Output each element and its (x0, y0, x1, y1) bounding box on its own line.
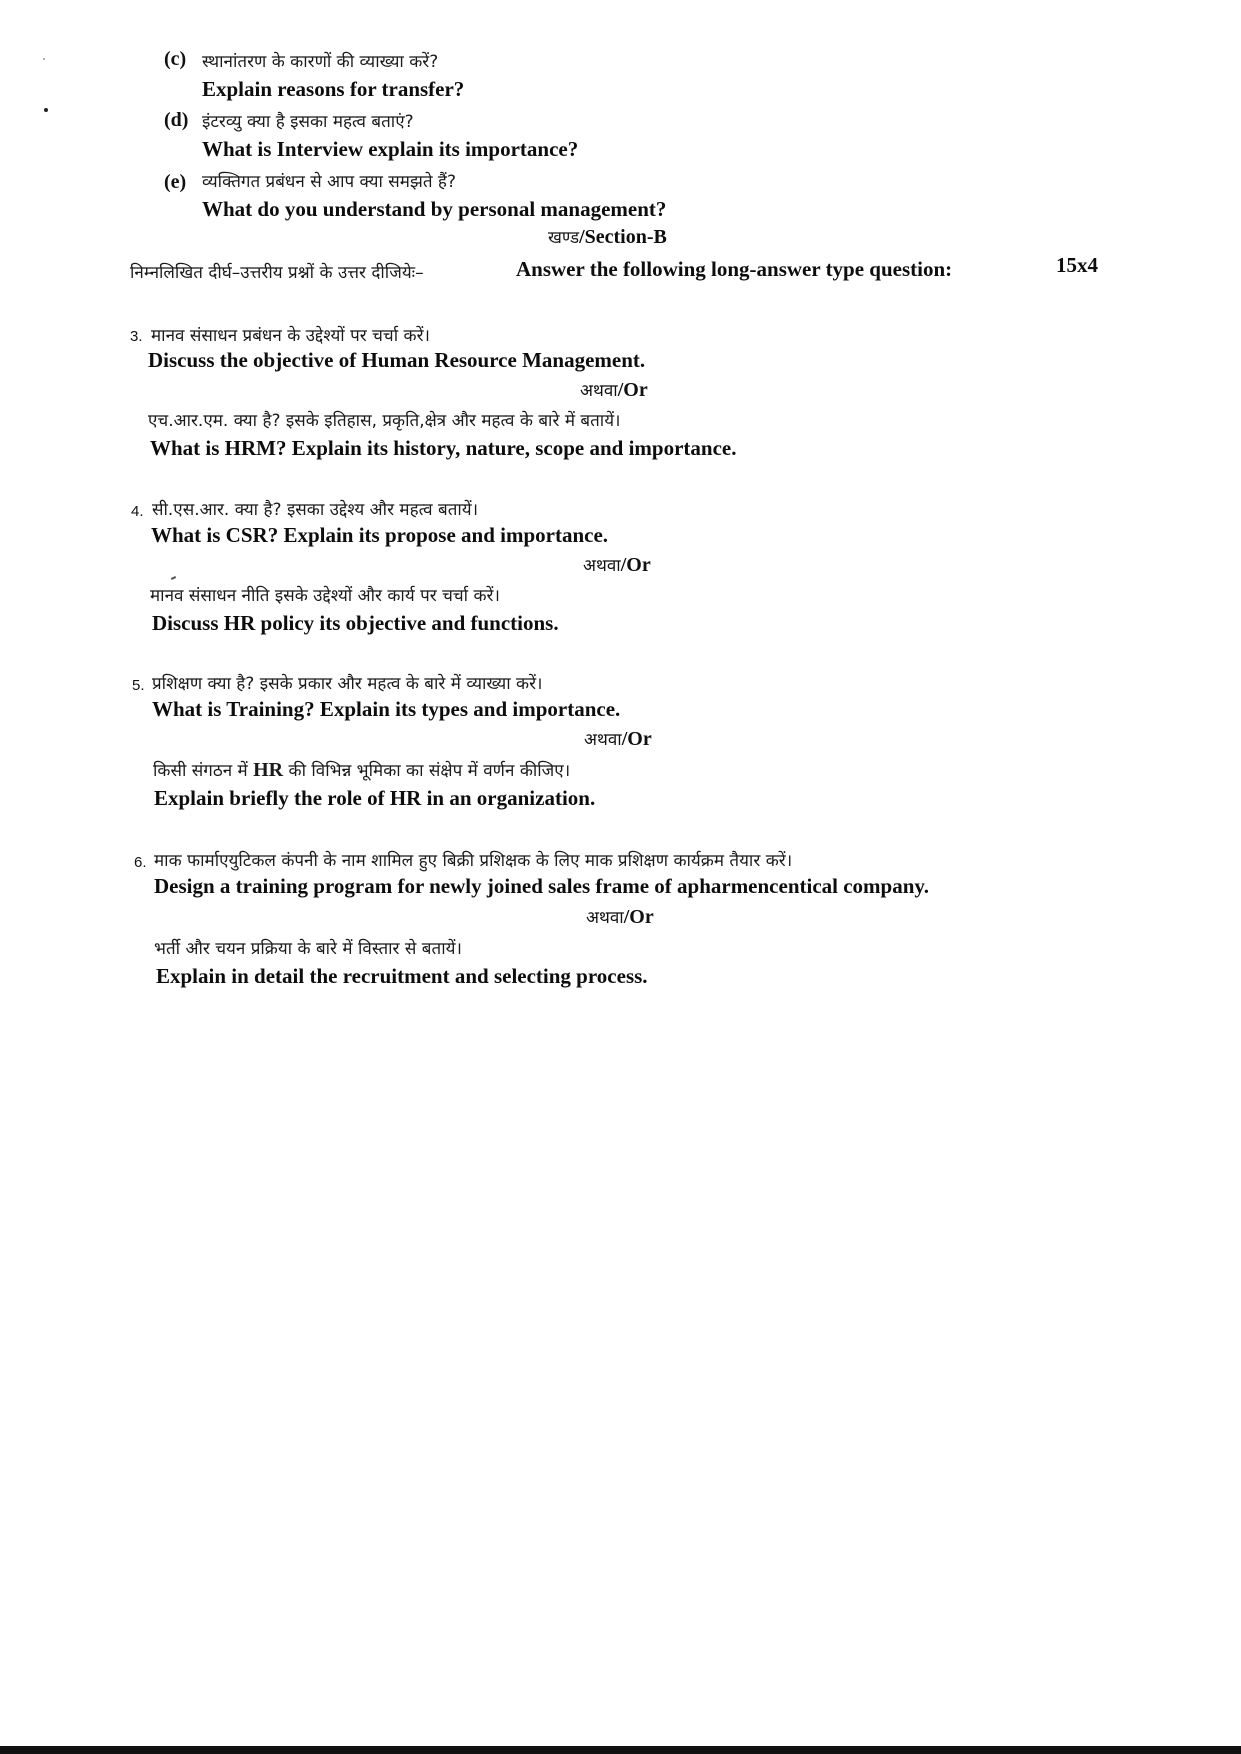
question-number: 6. (134, 854, 147, 871)
or-english: /Or (617, 379, 648, 401)
or-divider (583, 553, 651, 577)
question-hindi: प्रशिक्षण क्या है? इसके प्रकार और महत्व के बारे में व्याख्या करें। (152, 674, 543, 694)
alt-hindi-hr: HR (253, 759, 284, 781)
alt-question-hindi: एच.आर.एम. क्या है? इसके इतिहास, प्रकृति,क्षेत्र और महत्व के बारे में बतायें। (148, 411, 621, 431)
scan-speck (43, 58, 45, 60)
item-label: (c) (164, 48, 187, 70)
or-hindi: अथवा (584, 730, 622, 750)
question-hindi: स्थानांतरण के कारणों की व्याख्या करें? (202, 52, 439, 72)
question-english: What is Training? Explain its types and importance. (152, 697, 621, 721)
question-hindi: व्यक्तिगत प्रबंधन से आप क्या समझते हैं? (202, 172, 456, 192)
alt-question-hindi: मानव संसाधन नीति इसके उद्देश्यों और कार्य पर चर्चा करें। (150, 586, 500, 606)
question-hindi: मानव संसाधन प्रबंधन के उद्देश्यों पर चर्चा करें। (151, 326, 430, 346)
alt-question-english: What is HRM? Explain its history, nature, scope and importance. (150, 436, 737, 460)
question-english: Discuss the objective of Human Resource Management. (148, 348, 646, 372)
or-hindi: अथवा (580, 381, 618, 401)
question-number: 3. (130, 328, 143, 345)
marks: 15x4 (1056, 253, 1098, 277)
scan-speck (44, 108, 48, 112)
question-english: Design a training program for newly joined sales frame of apharmencentical company. (154, 874, 930, 898)
question-number: 4. (131, 503, 144, 520)
question-number: 5. (132, 677, 145, 694)
alt-question-hindi (153, 758, 570, 782)
scan-border (0, 1746, 1241, 1754)
section-heading-hindi: खण्ड (548, 228, 580, 248)
question-hindi: माक फार्माएयुटिकल कंपनी के नाम शामिल हुए बिक्री प्रशिक्षक के लिए माक प्रशिक्षण कार्यक्रम तैयार करें। (154, 851, 793, 871)
question-english: What do you understand by personal management? (202, 197, 667, 221)
alt-question-english: Explain briefly the role of HR in an organization. (154, 786, 596, 810)
item-label: (d) (164, 109, 189, 131)
or-english: /Or (621, 728, 652, 750)
or-divider (580, 378, 648, 402)
question-hindi: सी.एस.आर. क्या है? इसका उद्देश्य और महत्व बतायें। (152, 500, 479, 520)
instruction-hindi: निम्नलिखित दीर्घ–उत्तरीय प्रश्नों के उत्तर दीजियेः– (130, 263, 424, 283)
alt-question-english: Discuss HR policy its objective and functions. (152, 611, 559, 635)
or-hindi: अथवा (583, 556, 621, 576)
question-english: Explain reasons for transfer? (202, 77, 465, 101)
or-divider (586, 905, 654, 929)
or-english: /Or (620, 554, 651, 576)
alt-hindi-post: की विभिन्न भूमिका का संक्षेप में वर्णन कीजिए। (283, 761, 571, 781)
or-english: /Or (623, 906, 654, 928)
or-divider (584, 727, 652, 751)
question-english: What is CSR? Explain its propose and importance. (151, 523, 609, 547)
question-hindi: इंटरव्यु क्या है इसका महत्व बताएं? (202, 112, 414, 132)
instruction-english: Answer the following long-answer type question: (516, 257, 953, 281)
alt-question-english: Explain in detail the recruitment and selecting process. (156, 964, 648, 988)
alt-question-hindi: भर्ती और चयन प्रक्रिया के बारे में विस्तार से बतायें। (154, 939, 462, 959)
or-hindi: अथवा (586, 908, 624, 928)
section-heading-english: /Section-B (579, 226, 667, 248)
item-label: (e) (164, 171, 187, 193)
section-heading (548, 225, 667, 249)
question-english: What is Interview explain its importance? (202, 137, 579, 161)
scan-speck (171, 576, 176, 580)
alt-hindi-pre: किसी संगठन में (153, 761, 254, 781)
